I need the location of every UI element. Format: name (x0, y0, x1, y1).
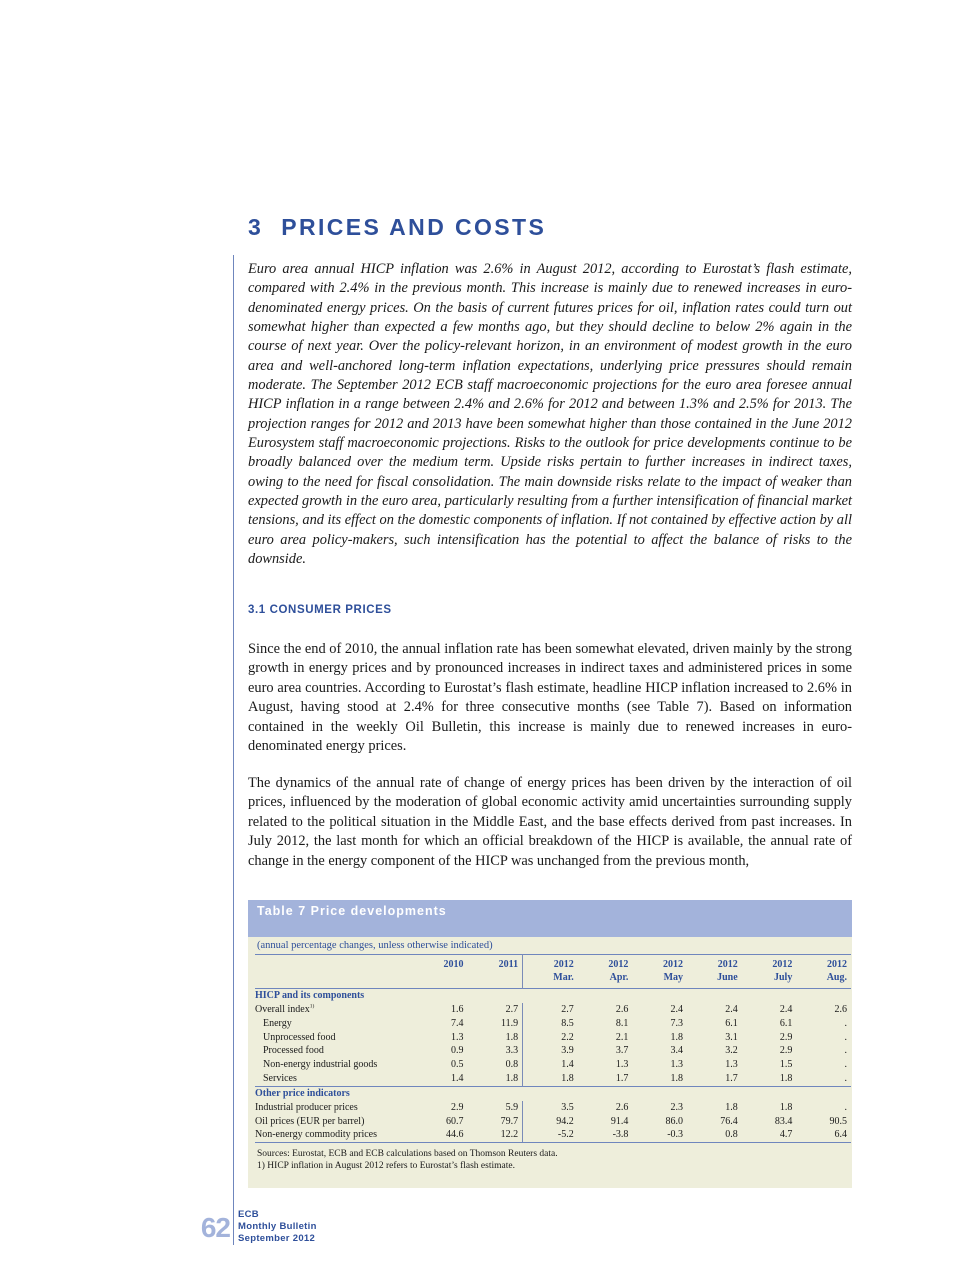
table-cell: 1.8 (561, 1073, 574, 1085)
row-label (255, 1101, 413, 1115)
footer-publication: Monthly Bulletin (238, 1221, 317, 1232)
chapter-summary: Euro area annual HICP inflation was 2.6% in August 2012, according to Eurostat’s flash estimate, compared with 2.4% in the previous month. This increase is mainly due to renewed increases in euro-denominated energy prices. On the basis of current futures prices for oil, inflation rates could turn out somewhat higher than expected a few months ago, but they should decline to below 2% again in the course of next year. Over the policy-relevant horizon, in an environment of modest growth in the euro area and well-anchored long-term inflation expectations, underlying price pressures should remain moderate. The September 2012 ECB staff macroeconomic projections for the euro area foresee annual HICP inflation in a range between 2.4% and 2.6% for 2012 and between 1.3% and 2.5% for 2013. The projection ranges for 2012 and 2013 have been somewhat higher than those contained in the June 2012 Eurosystem staff macroeconomic projections. Risks to the outlook for price developments continue to be broadly balanced over the medium term. Upside risks pertain to further increases in indirect taxes, owing to the need for fiscal consolidation. The main downside risks relate to the impact of weaker than expected growth in the euro area, particularly resulting from a further intensification of financial market tensions, and its effect on the domestic components of inflation. If not contained by effective action by all euro area policy-makers, such intensification has the potential to affect the balance of risks to the downside. (248, 261, 852, 568)
table-cell: 1.5 (779, 1059, 793, 1071)
price-developments-table (255, 954, 851, 1143)
group-label: HICP and its components (255, 989, 851, 1003)
table-cell: 1.7 (725, 1073, 738, 1085)
table-row (255, 1058, 851, 1072)
chapter-heading (248, 214, 546, 241)
column-year: 2012 (578, 955, 633, 972)
table-subtitle: (annual percentage changes, unless otherwise indicated) (257, 940, 493, 951)
column-year: 2012 (796, 955, 851, 972)
body-paragraph-2: The dynamics of the annual rate of change of energy prices has been driven by the interaction of oil prices, influenced by the moderation of global economic activity amid uncertainties surrounding supply related to the political situation in the Middle East, and the base effects derived from past increases. In July 2012, the last month for which an official breakdown of the HICP is available, the annual rate of change in the energy component of the HICP was unchanged from the previous month, (248, 775, 852, 869)
table-cell: 2.9 (450, 1101, 464, 1113)
row-label (255, 1044, 413, 1058)
page-number: 62 (200, 1212, 230, 1243)
table-cell: . (844, 1045, 847, 1057)
table-cell: 1.8 (779, 1073, 793, 1085)
column-year: 2011 (467, 955, 522, 972)
table-cell: 3.3 (467, 1044, 522, 1058)
group-label: Other price indicators (255, 1086, 851, 1100)
column-period: July (773, 972, 793, 983)
table-cell: 4.7 (742, 1128, 797, 1142)
column-year: 2012 (742, 955, 797, 972)
table-cell: 2.2 (561, 1031, 574, 1043)
table-cell: 3.2 (725, 1045, 738, 1057)
table-cell: 0.8 (687, 1128, 742, 1142)
row-label (255, 1115, 413, 1129)
chapter-title: PRICES AND COSTS (281, 214, 547, 240)
table-cell: 2.4 (670, 1003, 684, 1015)
table-header-row (255, 971, 851, 989)
table-group-row (255, 989, 851, 1003)
table-cell: 76.4 (720, 1115, 738, 1127)
table-cell: 3.4 (670, 1045, 684, 1057)
row-label (255, 1003, 413, 1017)
footer-publisher: ECB (238, 1209, 259, 1220)
column-period: Aug. (826, 972, 847, 983)
table-cell: 2.6 (615, 1101, 629, 1113)
table-cell: 7.3 (670, 1017, 684, 1029)
table-7-box (248, 900, 852, 1188)
table-cell: 2.3 (670, 1101, 684, 1113)
header-blank (255, 955, 413, 972)
table-cell: 6.1 (725, 1017, 738, 1029)
table-cell: 0.5 (450, 1059, 464, 1071)
table-cell: 44.6 (413, 1128, 468, 1142)
table-cell: 3.7 (615, 1045, 629, 1057)
table-cell: 1.3 (670, 1059, 684, 1071)
section-heading (248, 604, 392, 616)
margin-rule (233, 255, 234, 1245)
chapter-number: 3 (248, 214, 264, 240)
table-cell: 8.5 (561, 1017, 574, 1029)
table-cell: 5.9 (467, 1101, 522, 1115)
table-cell: 1.8 (670, 1031, 684, 1043)
column-period: Apr. (609, 972, 629, 983)
table-cell: 2.6 (615, 1003, 629, 1015)
table-cell: 1.3 (450, 1031, 464, 1043)
header-blank (255, 971, 413, 989)
table-row (255, 1003, 851, 1017)
row-label-text: Services (263, 1073, 297, 1085)
table-cell: . (844, 1031, 847, 1043)
table-row (255, 1101, 851, 1115)
table-cell: 0.9 (450, 1045, 464, 1057)
row-label-text: Overall index (255, 1003, 310, 1015)
column-year: 2012 (687, 955, 742, 972)
table-cell: -0.3 (632, 1128, 687, 1142)
table-cell: 1.4 (561, 1059, 574, 1071)
table-cell: 11.9 (467, 1017, 522, 1031)
row-label-text: Non-energy industrial goods (263, 1059, 378, 1071)
table-cell: 7.4 (450, 1017, 464, 1029)
row-label-text: Energy (263, 1017, 292, 1029)
table-row (255, 1115, 851, 1129)
table-cell: 2.6 (834, 1003, 847, 1015)
table-cell: 2.7 (561, 1003, 574, 1015)
table-cell: 1.3 (725, 1059, 738, 1071)
table-header-row (255, 955, 851, 972)
table-cell: 60.7 (445, 1115, 464, 1127)
table-cell: 2.1 (615, 1031, 629, 1043)
table-cell: 1.6 (450, 1003, 464, 1015)
body-paragraph-1: Since the end of 2010, the annual inflation rate has been somewhat elevated, driven mainly by the strong growth in energy prices and by pronounced increases in indirect taxes and administered prices in some euro area countries. According to Eurostat’s flash estimate, headline HICP inflation increased to 2.6% in August, having stood at 2.4% for three consecutive months (see Table 7). Based on information contained in the weekly Oil Bulletin, this increase is mainly due to renewed increases in euro-denominated energy prices. (248, 641, 852, 755)
row-label-text: Unprocessed food (263, 1031, 336, 1043)
column-period (413, 971, 468, 989)
column-period: Mar. (553, 972, 574, 983)
row-label (255, 1058, 413, 1072)
table-row (255, 1044, 851, 1058)
footnote-marker: 1) (309, 1003, 315, 1010)
row-label (255, 1031, 413, 1045)
row-label-text: Non-energy commodity prices (255, 1129, 378, 1141)
table-row (255, 1017, 851, 1031)
table-group-row (255, 1086, 851, 1100)
column-year: 2012 (632, 955, 687, 972)
table-cell: 1.3 (615, 1059, 629, 1071)
table-cell: -5.2 (523, 1128, 578, 1142)
column-year: 2010 (413, 955, 468, 972)
table-row (255, 1072, 851, 1086)
table-notes (257, 1149, 852, 1172)
table-cell: 1.8 (779, 1101, 793, 1113)
row-label (255, 1072, 413, 1086)
table-cell: 3.1 (725, 1031, 738, 1043)
table-cell: 12.2 (467, 1128, 522, 1142)
table-cell: 0.8 (467, 1058, 522, 1072)
table-footnote: 1) HICP inflation in August 2012 refers to Eurostat’s flash estimate. (257, 1160, 515, 1171)
table-cell: 1.8 (670, 1073, 684, 1085)
footer-issue: September 2012 (238, 1233, 316, 1244)
table-cell: 2.4 (779, 1003, 793, 1015)
table-cell: 79.7 (467, 1115, 522, 1129)
table-title: Table 7 Price developments (248, 900, 852, 937)
table-cell: 1.8 (467, 1031, 522, 1045)
table-source-note: Sources: Eurostat, ECB and ECB calculations based on Thomson Reuters data. (257, 1149, 558, 1160)
table-row (255, 1128, 851, 1142)
table-cell: 3.9 (561, 1045, 574, 1057)
table-cell: 1.4 (450, 1073, 464, 1085)
row-label (255, 1017, 413, 1031)
row-label-text: Processed food (263, 1045, 324, 1057)
table-cell: . (844, 1073, 847, 1085)
row-label-text: Oil prices (EUR per barrel) (255, 1115, 365, 1127)
section-number: 3.1 (248, 604, 266, 616)
row-label-text: Industrial producer prices (255, 1101, 358, 1113)
table-cell: 1.8 (725, 1101, 738, 1113)
table-cell: 6.4 (796, 1128, 851, 1142)
table-cell: 8.1 (615, 1017, 629, 1029)
table-cell: 83.4 (774, 1115, 793, 1127)
table-cell: 2.4 (725, 1003, 738, 1015)
table-cell: 1.7 (615, 1073, 629, 1085)
table-row (255, 1031, 851, 1045)
table-cell: 3.5 (561, 1101, 574, 1113)
table-cell: 91.4 (610, 1115, 629, 1127)
column-period (467, 971, 522, 989)
table-cell: 94.2 (556, 1115, 574, 1127)
section-title: CONSUMER PRICES (269, 604, 392, 616)
column-period: May (663, 972, 684, 983)
table-cell: 1.8 (467, 1072, 522, 1086)
table-cell: 2.7 (467, 1003, 522, 1017)
table-cell: 2.9 (779, 1031, 793, 1043)
table-cell: . (844, 1059, 847, 1071)
table-cell: -3.8 (578, 1128, 633, 1142)
column-year: 2012 (523, 955, 578, 972)
table-cell: 6.1 (779, 1017, 793, 1029)
table-cell: 2.9 (779, 1045, 793, 1057)
table-cell: 90.5 (829, 1115, 847, 1127)
table-cell: . (844, 1017, 847, 1029)
table-cell: 86.0 (665, 1115, 684, 1127)
table-cell: . (844, 1101, 847, 1113)
column-period: June (717, 972, 738, 983)
publication-footer (238, 1209, 317, 1245)
row-label (255, 1128, 413, 1142)
